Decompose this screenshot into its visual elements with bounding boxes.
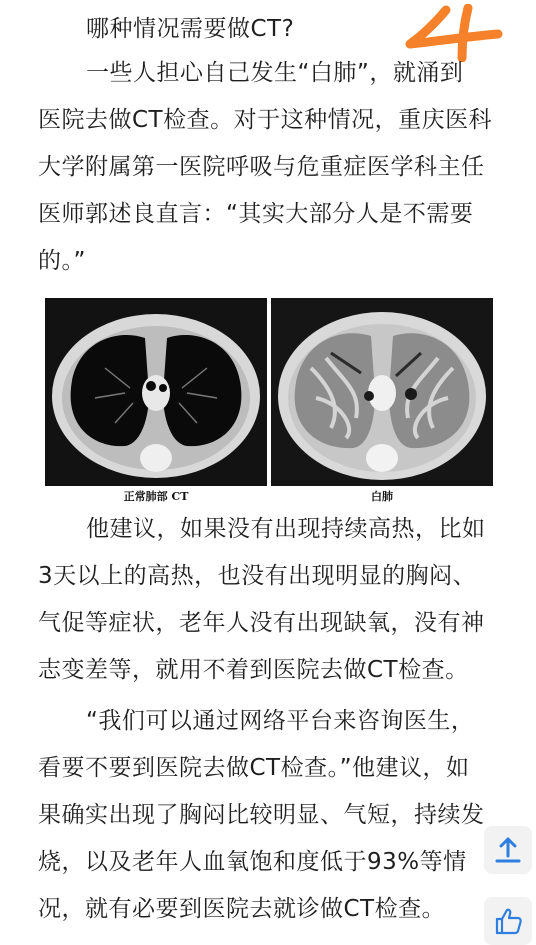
paragraph-line: 大学附属第一医院呼吸与危重症医学科主任	[38, 154, 485, 180]
arrow-up-icon	[492, 834, 524, 866]
paragraph-line: 果确实出现了胸闷比较明显、气短，持续发	[38, 802, 485, 828]
paragraph-3	[38, 698, 510, 933]
paragraph-line: 医师郭述良直言：“其实大部分人是不需要	[38, 201, 474, 227]
section-heading: 哪种情况需要做CT?	[86, 16, 295, 42]
figure-caption-white-lung: 白肺	[371, 490, 393, 503]
paragraph-line: 的。”	[38, 248, 86, 274]
paragraph-line: 3天以上的高热，也没有出现明显的胸闷、	[38, 563, 477, 589]
paragraph-line: 一些人担心自己发生“白肺”，就涌到	[86, 60, 464, 86]
like-button[interactable]	[484, 897, 532, 945]
paragraph-line: 气促等症状，老年人没有出现缺氧，没有神	[38, 610, 485, 636]
paragraph-line: 烧，以及老年人血氧饱和度低于93%等情	[38, 849, 467, 875]
paragraph-line: 他建议，如果没有出现持续高热，比如	[86, 516, 486, 542]
paragraph-line: 志变差等，就用不着到医院去做CT检查。	[38, 657, 469, 683]
article-body	[38, 8, 510, 285]
paragraph-line: 医院去做CT检查。对于这种情况，重庆医科	[38, 107, 493, 133]
ct-comparison-figure	[45, 298, 495, 508]
paragraph-2	[38, 506, 510, 694]
thumbs-up-icon	[492, 905, 524, 937]
normal-lung-ct-image	[45, 298, 267, 486]
paragraph-line: 看要不要到医院去做CT检查。”他建议，如	[38, 755, 470, 781]
paragraph-line: “我们可以通过网络平台来咨询医生，	[86, 708, 475, 734]
article-body-continued	[38, 506, 510, 933]
back-to-top-button[interactable]	[484, 826, 532, 874]
white-lung-ct-image	[271, 298, 493, 486]
paragraph-1	[38, 50, 510, 285]
paragraph-line: 况，就有必要到医院去就诊做CT检查。	[38, 896, 446, 922]
figure-caption-normal: 正常肺部 CT	[123, 490, 189, 503]
